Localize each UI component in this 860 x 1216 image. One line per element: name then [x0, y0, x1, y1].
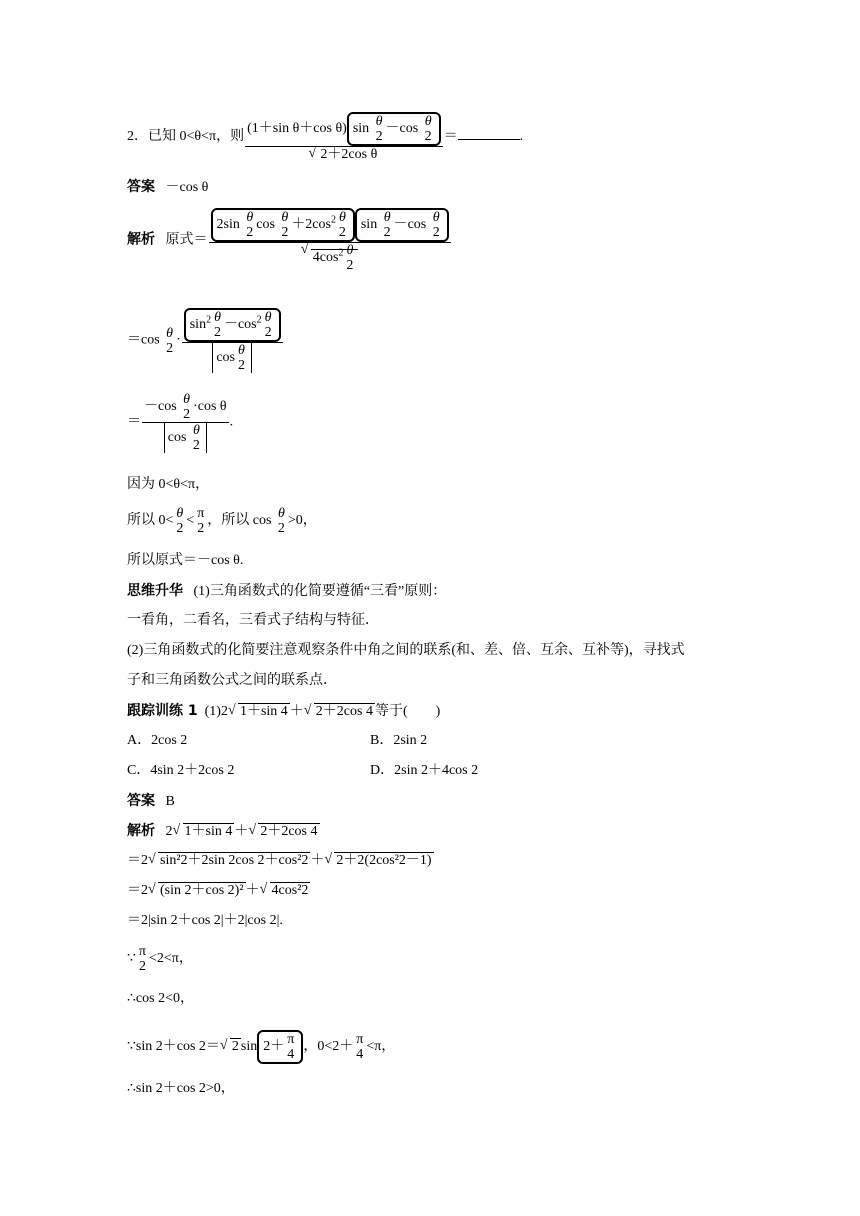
option-a: A．2cos 2: [127, 733, 188, 748]
option-c: C．4sin 2＋2cos 2: [127, 763, 235, 778]
sublimation-line-4: 子和三角函数公式之间的联系点．: [127, 673, 337, 688]
question-2-fraction: (1＋sin θ＋cos θ) sin θ 2 －cos θ 2 √ 2＋2cos θ: [245, 112, 443, 162]
answer-label: 答案: [127, 179, 155, 195]
answer-value: －cos θ: [165, 180, 209, 195]
analysis-2-line-1: 解析 2√ 1＋sin 4 ＋√ 2＋2cos 4: [127, 822, 320, 841]
option-b: B．2sin 2: [370, 733, 428, 748]
question-2-prefix: 2．已知 0<θ<π，则: [127, 129, 245, 145]
analysis-2-line-6: ∴cos 2<0，: [127, 991, 194, 1006]
analysis-2-line-7: ∵sin 2＋cos 2＝√ 2 sin 2＋ π 4 ，0<2＋ π 4 <π，: [127, 1030, 395, 1064]
answer-2: [127, 792, 175, 811]
analysis-2-line-8: ∴sin 2＋cos 2>0，: [127, 1081, 235, 1096]
answer-1: [127, 178, 208, 197]
answer-value: B: [165, 794, 175, 809]
option-d: D．2sin 2＋4cos 2: [370, 763, 479, 778]
sublimation-label: 思维升华: [127, 583, 183, 599]
sublimation-line-3: (2)三角函数式的化简要注意观察条件中角之间的联系(和、差、倍、互余、互补等)，寻找式: [127, 643, 685, 658]
analysis-1-step3: ＝ －cos θ 2 ·cos θ cos θ 2 .: [127, 392, 234, 453]
sublimation-line-2: 一看角，二看名，三看式子结构与特征．: [127, 613, 379, 628]
analysis-2-line-2: ＝2√ sin²2＋2sin 2cos 2＋cos²2 ＋√ 2＋2(2cos²2－1): [127, 852, 434, 870]
analysis-2-line-3: ＝2√ (sin 2＋cos 2)² ＋√ 4cos²2: [127, 882, 310, 900]
analysis-2-line-5: ∵ π 2 <2<π，: [127, 944, 193, 974]
analysis-label: 解析: [127, 231, 155, 248]
training-question: 跟踪训练 1 (1)2√ 1＋sin 4 ＋√ 2＋2cos 4 等于( ): [127, 702, 440, 721]
analysis-1-formula: 解析 原式＝ 2sin θ 2 cos θ 2 $+2\cos^2$ θ 2 sin θ 2 －cos θ 2 √ $4\cos^2$ θ 2: [127, 208, 452, 273]
analysis-1-step2: ＝cos θ 2 · $\sin^2$ θ 2 $-\cos^2$ θ 2 cos θ 2: [127, 308, 284, 373]
analysis-label: 解析: [127, 823, 155, 839]
analysis-2-line-4: ＝2|sin 2＋cos 2|＋2|cos 2|.: [127, 913, 283, 928]
because-line: 因为 0<θ<π，: [127, 477, 210, 492]
so-line-2: 所以原式＝－cos θ.: [127, 553, 244, 568]
question-2: 2．已知 0<θ<π，则 (1＋sin θ＋cos θ) sin θ 2 －cos θ 2 √ 2＋2cos θ ＝ .: [127, 112, 523, 162]
answer-label: 答案: [127, 793, 155, 809]
training-label: 跟踪训练 1: [127, 703, 198, 719]
so-line-1: 所以 0< θ 2 < π 2 ，所以 cos θ 2 >0，: [127, 506, 317, 536]
sublimation-line-1: 思维升华 (1)三角函数式的化简要遵循“三看”原则：: [127, 583, 447, 599]
answer-blank: [458, 139, 520, 140]
